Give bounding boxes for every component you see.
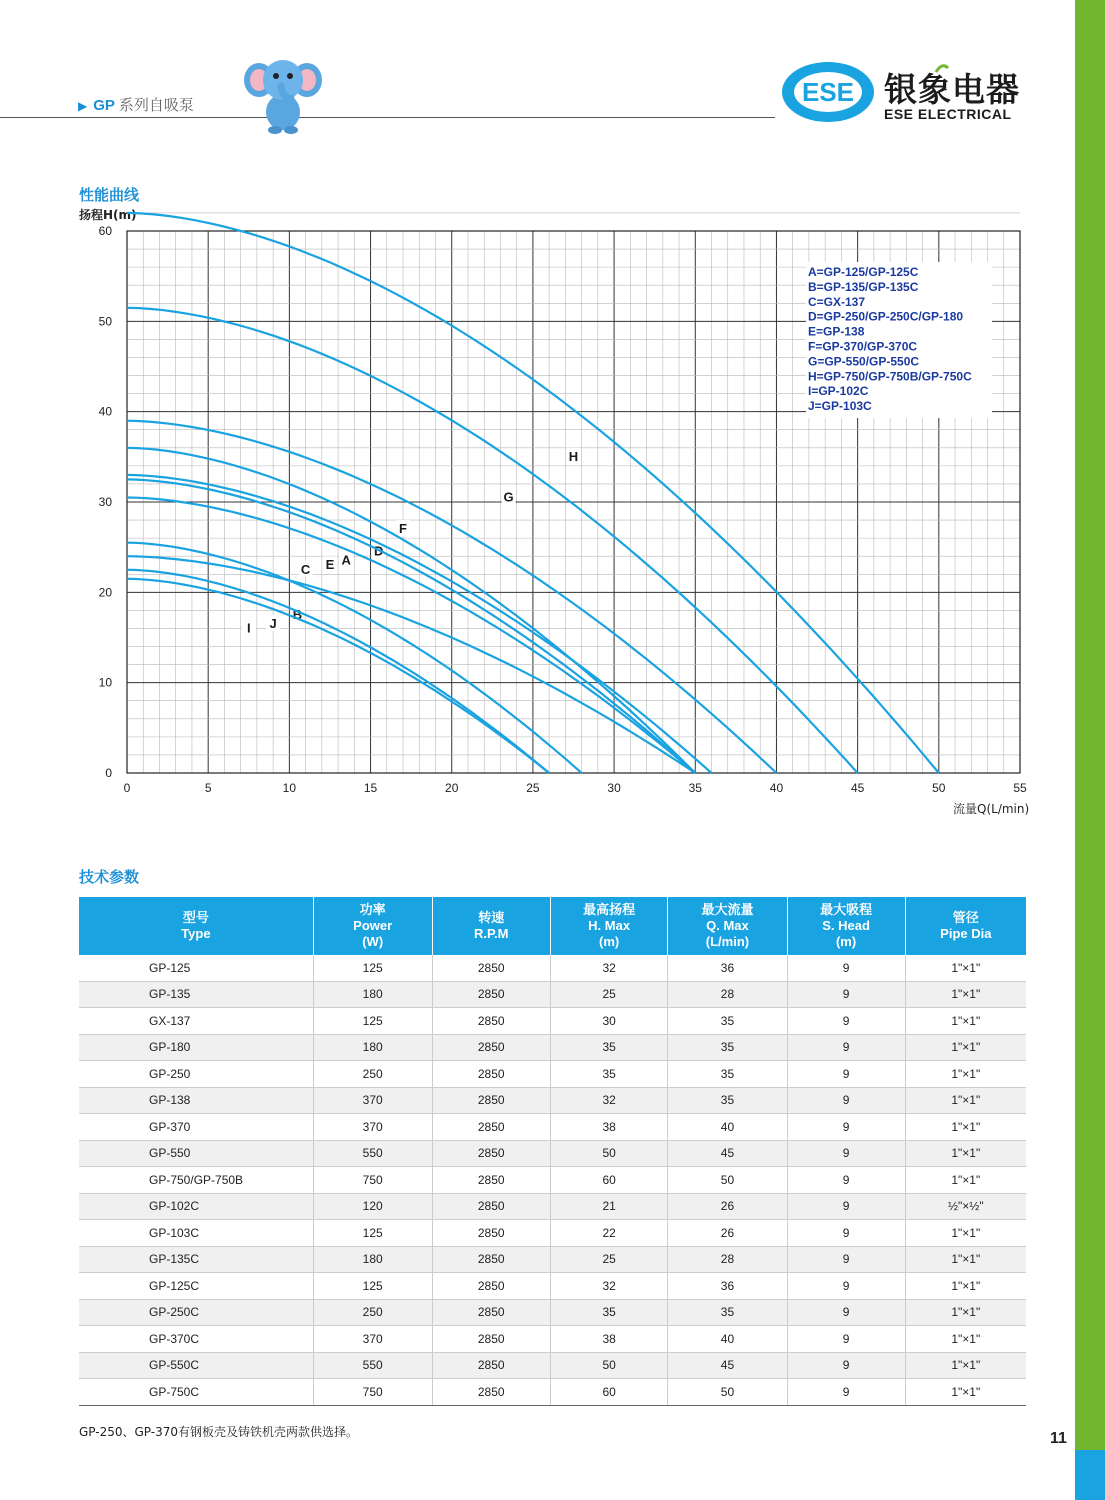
curve-label-C: C: [300, 561, 311, 577]
table-cell: 2850: [432, 1352, 550, 1379]
table-cell: 26: [668, 1193, 787, 1220]
table-cell: 2850: [432, 981, 550, 1008]
table-cell: 36: [668, 955, 787, 981]
x-tick-label: 25: [526, 781, 540, 795]
curve-G: [127, 308, 858, 773]
table-row: [79, 1299, 1026, 1326]
table-cell: 125: [313, 955, 432, 981]
table-cell: 9: [787, 981, 905, 1008]
table-cell: 9: [787, 1140, 905, 1167]
chart-legend: [806, 262, 992, 418]
curve-label-A: A: [341, 552, 351, 568]
table-cell: 40: [668, 1114, 787, 1141]
header-line: 管径: [952, 910, 979, 925]
table-row: [79, 1167, 1026, 1194]
table-cell: GP-370: [79, 1114, 313, 1141]
table-cell: 9: [787, 1246, 905, 1273]
curve-label-B: B: [292, 606, 303, 622]
spec-section-title: 技术参数: [79, 868, 140, 886]
table-row: [79, 1008, 1026, 1035]
table-cell: 38: [550, 1326, 667, 1353]
table-row: [79, 955, 1026, 981]
header-line: (L/min): [705, 934, 750, 949]
table-cell: 370: [313, 1114, 432, 1141]
page-tab: [1075, 1450, 1105, 1500]
table-cell: 125: [313, 1220, 432, 1247]
page-number: 11: [1050, 1430, 1067, 1447]
header-line: 转速: [478, 910, 505, 925]
x-tick-label: 45: [850, 781, 865, 795]
table-cell: 1"×1": [905, 1326, 1026, 1353]
table-cell: 35: [550, 1034, 667, 1061]
table-cell: 2850: [432, 1008, 550, 1035]
table-row: [79, 1061, 1026, 1088]
table-cell: 550: [313, 1352, 432, 1379]
table-cell: 1"×1": [905, 1273, 1026, 1300]
table-cell: 9: [787, 1008, 905, 1035]
legend-entry: D=GP-250/GP-250C/GP-180: [808, 309, 964, 324]
table-cell: 26: [668, 1220, 787, 1247]
table-cell: 45: [668, 1140, 787, 1167]
series-title: ▶ GP 系列自吸泵: [78, 97, 194, 114]
table-cell: 550: [313, 1140, 432, 1167]
table-cell: 2850: [432, 1167, 550, 1194]
table-cell: 370: [313, 1087, 432, 1114]
table-row: [79, 1220, 1026, 1247]
spec-table: [79, 897, 1026, 1406]
table-cell: 2850: [432, 1087, 550, 1114]
table-cell: 9: [787, 1299, 905, 1326]
table-cell: 9: [787, 1167, 905, 1194]
table-cell: GP-550: [79, 1140, 313, 1167]
curve-E: [127, 479, 695, 773]
curve-C: [127, 498, 695, 774]
table-cell: 2850: [432, 1140, 550, 1167]
table-cell: 180: [313, 1246, 432, 1273]
x-tick-label: 10: [282, 781, 297, 795]
table-cell: 35: [668, 1034, 787, 1061]
table-header-cell: [313, 897, 432, 955]
table-cell: 9: [787, 1193, 905, 1220]
header-line: 最大吸程: [820, 902, 873, 917]
y-tick-label: 50: [98, 314, 112, 329]
table-cell: GP-370C: [79, 1326, 313, 1353]
curve-label-D: D: [373, 543, 384, 559]
header-line: 型号: [182, 910, 209, 925]
header-line: Pipe Dia: [940, 926, 992, 941]
table-cell: 50: [550, 1352, 667, 1379]
triangle-icon: ▶: [78, 99, 88, 113]
table-header-cell: [787, 897, 905, 955]
table-cell: 60: [550, 1379, 667, 1406]
table-cell: 28: [668, 981, 787, 1008]
x-tick-label: 50: [932, 781, 946, 795]
footnote: GP-250、GP-370有钢板壳及铸铁机壳两款供选择。: [79, 1425, 359, 1439]
header-line: H. Max: [588, 918, 631, 933]
legend-entry: B=GP-135/GP-135C: [808, 279, 919, 294]
curve-label-J: J: [269, 615, 277, 631]
y-tick-label: 10: [98, 675, 112, 690]
table-cell: 1"×1": [905, 1352, 1026, 1379]
table-cell: 125: [313, 1273, 432, 1300]
table-cell: 2850: [432, 1220, 550, 1247]
table-cell: 32: [550, 1087, 667, 1114]
table-cell: 35: [668, 1008, 787, 1035]
table-row: [79, 981, 1026, 1008]
table-cell: 35: [668, 1299, 787, 1326]
table-cell: 9: [787, 955, 905, 981]
chart-section-title: 性能曲线: [79, 186, 140, 204]
x-tick-label: 5: [204, 781, 212, 795]
side-color-bar: [1075, 0, 1105, 1450]
table-cell: GP-135: [79, 981, 313, 1008]
table-cell: 9: [787, 1034, 905, 1061]
table-cell: 1"×1": [905, 1034, 1026, 1061]
table-cell: 25: [550, 981, 667, 1008]
table-cell: 21: [550, 1193, 667, 1220]
table-cell: 750: [313, 1167, 432, 1194]
table-cell: 36: [668, 1273, 787, 1300]
table-cell: 2850: [432, 955, 550, 981]
header-line: (m): [835, 934, 857, 949]
table-row: [79, 1326, 1026, 1353]
table-cell: 35: [550, 1061, 667, 1088]
table-row: [79, 1034, 1026, 1061]
table-cell: 9: [787, 1273, 905, 1300]
table-cell: 9: [787, 1061, 905, 1088]
table-cell: 40: [668, 1326, 787, 1353]
table-cell: 1"×1": [905, 1246, 1026, 1273]
table-cell: 22: [550, 1220, 667, 1247]
table-row: [79, 1140, 1026, 1167]
table-cell: 1"×1": [905, 1220, 1026, 1247]
svg-text:ESE: ESE: [801, 77, 855, 107]
y-tick-label: 20: [98, 585, 112, 600]
table-cell: GP-250: [79, 1061, 313, 1088]
table-cell: 1"×1": [905, 1061, 1026, 1088]
table-cell: GP-103C: [79, 1220, 313, 1247]
header-line: Q. Max: [706, 918, 749, 933]
legend-entry: H=GP-750/GP-750B/GP-750C: [808, 369, 972, 384]
table-cell: 250: [313, 1299, 432, 1326]
y-tick-label: 60: [98, 224, 112, 238]
table-row: [79, 1246, 1026, 1273]
x-tick-label: 15: [363, 781, 378, 795]
table-cell: 180: [313, 1034, 432, 1061]
legend-entry: E=GP-138: [808, 324, 865, 339]
y-tick-label: 40: [98, 404, 112, 419]
header-line: S. Head: [822, 918, 870, 933]
x-tick-label: 30: [607, 781, 621, 795]
table-cell: 32: [550, 1273, 667, 1300]
y-tick-label: 30: [98, 495, 112, 509]
x-tick-label: 40: [769, 781, 784, 795]
table-cell: 1"×1": [905, 1299, 1026, 1326]
table-header-row: [79, 897, 1026, 955]
table-cell: 1"×1": [905, 1008, 1026, 1035]
table-cell: GP-250C: [79, 1299, 313, 1326]
table-cell: 2850: [432, 1379, 550, 1406]
table-cell: 180: [313, 981, 432, 1008]
table-cell: GP-750C: [79, 1379, 313, 1406]
header-line: R.P.M: [474, 926, 509, 941]
table-cell: 25: [550, 1246, 667, 1273]
table-cell: 1"×1": [905, 981, 1026, 1008]
curve-label-F: F: [399, 521, 407, 537]
x-tick-label: 35: [688, 781, 702, 795]
table-cell: 35: [668, 1061, 787, 1088]
x-tick-label: 20: [445, 781, 459, 795]
legend-entry: C=GX-137: [808, 294, 866, 309]
table-cell: GP-180: [79, 1034, 313, 1061]
table-cell: GP-550C: [79, 1352, 313, 1379]
table-cell: 50: [550, 1140, 667, 1167]
curve-label-H: H: [568, 448, 579, 464]
header-line: (m): [599, 934, 620, 949]
y-axis-title: 扬程H(m): [79, 208, 137, 222]
x-tick-label: 0: [123, 781, 131, 795]
table-cell: 2850: [432, 1273, 550, 1300]
table-row: [79, 1273, 1026, 1300]
x-tick-label: 55: [1013, 781, 1027, 795]
table-cell: 9: [787, 1352, 905, 1379]
table-cell: GP-750/GP-750B: [79, 1167, 313, 1194]
table-cell: 50: [668, 1167, 787, 1194]
table-cell: 1"×1": [905, 1114, 1026, 1141]
legend-entry: J=GP-103C: [808, 399, 872, 414]
legend-entry: A=GP-125/GP-125C: [808, 265, 919, 279]
header-line: Type: [181, 926, 211, 941]
table-cell: 35: [550, 1299, 667, 1326]
table-cell: 9: [787, 1220, 905, 1247]
header-line: 功率: [359, 902, 386, 917]
table-cell: 50: [668, 1379, 787, 1406]
table-cell: 28: [668, 1246, 787, 1273]
table-row: [79, 1087, 1026, 1114]
table-cell: 1"×1": [905, 1379, 1026, 1406]
table-cell: 2850: [432, 1246, 550, 1273]
table-cell: 35: [668, 1087, 787, 1114]
table-cell: 2850: [432, 1034, 550, 1061]
curve-label-E: E: [325, 557, 335, 573]
curve-label-G: G: [503, 489, 514, 505]
table-row: [79, 1193, 1026, 1220]
x-axis-title: 流量Q(L/min): [953, 802, 1030, 816]
table-cell: 250: [313, 1061, 432, 1088]
table-cell: GX-137: [79, 1008, 313, 1035]
table-cell: 125: [313, 1008, 432, 1035]
table-header-cell: [550, 897, 667, 955]
table-cell: 9: [787, 1379, 905, 1406]
table-cell: 2850: [432, 1114, 550, 1141]
table-cell: ½"×½": [905, 1193, 1026, 1220]
table-cell: 38: [550, 1114, 667, 1141]
brand-name-en: ESE ELECTRICAL: [884, 106, 1012, 122]
table-cell: 1"×1": [905, 1167, 1026, 1194]
header-line: 最大流量: [701, 902, 754, 917]
table-cell: 120: [313, 1193, 432, 1220]
table-cell: 750: [313, 1379, 432, 1406]
table-header-cell: [668, 897, 787, 955]
table-cell: 9: [787, 1114, 905, 1141]
table-row: [79, 1379, 1026, 1406]
header-line: (W): [362, 934, 384, 949]
legend-entry: I=GP-102C: [808, 384, 869, 399]
table-header-cell: [79, 897, 313, 955]
table-cell: 2850: [432, 1326, 550, 1353]
table-body: [79, 955, 1026, 1405]
legend-entry: F=GP-370/GP-370C: [808, 339, 918, 354]
table-cell: GP-102C: [79, 1193, 313, 1220]
table-header-cell: [905, 897, 1026, 955]
table-cell: 2850: [432, 1299, 550, 1326]
table-cell: 1"×1": [905, 1087, 1026, 1114]
y-tick-label: 0: [105, 766, 112, 780]
table-cell: 2850: [432, 1193, 550, 1220]
table-cell: 2850: [432, 1061, 550, 1088]
table-cell: 9: [787, 1087, 905, 1114]
table-cell: GP-125C: [79, 1273, 313, 1300]
table-cell: 30: [550, 1008, 667, 1035]
legend-entry: G=GP-550/GP-550C: [808, 354, 920, 369]
table-header-cell: [432, 897, 550, 955]
table-cell: 45: [668, 1352, 787, 1379]
table-cell: GP-125: [79, 955, 313, 981]
header-line: 最高扬程: [583, 902, 636, 917]
table-cell: 1"×1": [905, 955, 1026, 981]
table-cell: 32: [550, 955, 667, 981]
header-line: Power: [353, 918, 393, 933]
table-cell: 370: [313, 1326, 432, 1353]
table-cell: GP-135C: [79, 1246, 313, 1273]
curve-label-I: I: [246, 620, 251, 636]
table-cell: 60: [550, 1167, 667, 1194]
table-row: [79, 1352, 1026, 1379]
table-row: [79, 1114, 1026, 1141]
table-cell: 9: [787, 1326, 905, 1353]
table-cell: GP-138: [79, 1087, 313, 1114]
brand-name-cn: 银象电器: [884, 70, 1020, 109]
table-cell: 1"×1": [905, 1140, 1026, 1167]
